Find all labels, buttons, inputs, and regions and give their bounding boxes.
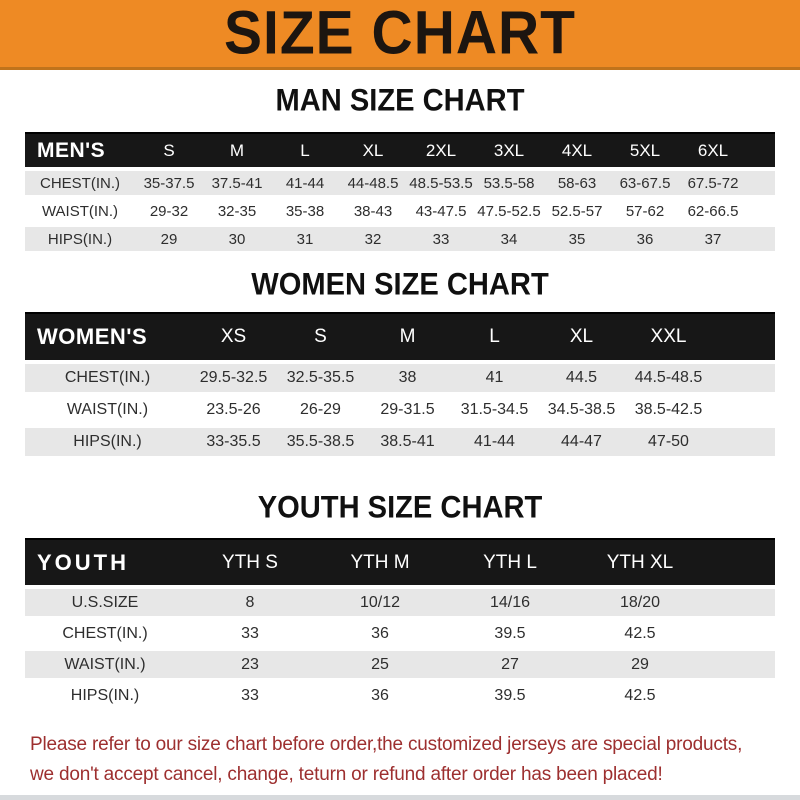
column-header: XXL <box>650 326 687 347</box>
cell-value: 34.5-38.5 <box>547 401 616 418</box>
cell-value: 63-67.5 <box>619 174 671 192</box>
cell-value: 39.5 <box>494 624 526 642</box>
cell-value: 29-32 <box>149 202 189 220</box>
row-label: CHEST(IN.) <box>64 369 151 386</box>
cell-value: 30 <box>228 230 246 248</box>
column-header: YTH M <box>350 551 410 573</box>
cell-value: 36 <box>371 624 389 642</box>
cell-value: 52.5-57 <box>551 202 603 220</box>
table-row <box>25 171 775 195</box>
cell-value: 47.5-52.5 <box>477 202 541 220</box>
cell-value: 18/20 <box>619 593 661 611</box>
men-size-table <box>25 134 775 251</box>
row-label: WAIST(IN.) <box>66 401 149 418</box>
page-title: SIZE CHART <box>224 0 576 68</box>
size-chart-banner <box>0 0 800 70</box>
cell-value: 33 <box>241 686 259 704</box>
table-row <box>25 620 775 647</box>
cell-value: 44.5-48.5 <box>634 369 703 386</box>
cell-value: 29 <box>160 230 178 248</box>
table-row <box>25 364 775 392</box>
cell-value: 38 <box>398 369 417 386</box>
cell-value: 34 <box>500 230 518 248</box>
men-section-heading: MAN SIZE CHART <box>275 83 525 118</box>
cell-value: 23.5-26 <box>206 401 261 418</box>
disclaimer-line-2: we don't accept cancel, change, teturn or refund after order has been placed! <box>30 764 663 785</box>
cell-value: 14/16 <box>489 593 531 611</box>
cell-value: 58-63 <box>557 174 597 192</box>
row-label: CHEST(IN.) <box>40 174 120 192</box>
cell-value: 32 <box>364 230 382 248</box>
cell-value: 41 <box>485 369 504 386</box>
cell-value: 33 <box>241 624 259 642</box>
row-label: HIPS(IN.) <box>73 433 142 450</box>
column-header: YTH L <box>483 551 537 573</box>
women-size-table <box>25 314 775 456</box>
cell-value: 57-62 <box>625 202 665 220</box>
column-header: M <box>399 326 416 347</box>
cell-value: 62-66.5 <box>687 202 739 220</box>
column-header: M <box>229 140 245 160</box>
cell-value: 48.5-53.5 <box>409 174 473 192</box>
cell-value: 44-48.5 <box>347 174 399 192</box>
row-label: HIPS(IN.) <box>70 686 140 704</box>
cell-value: 67.5-72 <box>687 174 739 192</box>
youth-section-heading: YOUTH SIZE CHART <box>257 490 543 525</box>
cell-value: 33-35.5 <box>206 433 261 450</box>
column-header: 2XL <box>425 140 457 160</box>
disclaimer-line-1: Please refer to our size chart before order,the customized jerseys are special products, <box>30 734 743 755</box>
cell-value: 31.5-34.5 <box>460 401 529 418</box>
row-label: CHEST(IN.) <box>62 624 148 642</box>
row-label: U.S.SIZE <box>71 593 139 611</box>
column-header: S <box>163 140 175 160</box>
cell-value: 37 <box>704 230 722 248</box>
cell-value: 43-47.5 <box>415 202 467 220</box>
cell-value: 35.5-38.5 <box>286 433 355 450</box>
cell-value: 27 <box>501 655 519 673</box>
cell-value: 53.5-58 <box>483 174 535 192</box>
cell-value: 8 <box>245 593 255 611</box>
cell-value: 39.5 <box>494 686 526 704</box>
column-header: S <box>314 326 327 347</box>
cell-value: 41-44 <box>474 433 515 450</box>
cell-value: 33 <box>432 230 450 248</box>
women-table-header-row <box>25 314 775 360</box>
row-label: HIPS(IN.) <box>47 230 113 248</box>
cell-value: 38-43 <box>353 202 393 220</box>
cell-value: 32.5-35.5 <box>286 369 355 386</box>
disclaimer-note <box>30 730 780 790</box>
cell-value: 38.5-41 <box>380 433 435 450</box>
cell-value: 36 <box>371 686 389 704</box>
column-header: 5XL <box>629 140 661 160</box>
column-header: YTH S <box>222 551 278 573</box>
cell-value: 32-35 <box>217 202 257 220</box>
column-header: L <box>489 326 500 347</box>
cell-value: 29.5-32.5 <box>199 369 268 386</box>
cell-value: 42.5 <box>624 686 656 704</box>
cell-value: 29-31.5 <box>380 401 435 418</box>
cell-value: 37.5-41 <box>211 174 263 192</box>
cell-value: 44-47 <box>561 433 602 450</box>
table-header-label: WOMEN'S <box>37 324 148 349</box>
bottom-edge-strip <box>0 795 800 800</box>
cell-value: 10/12 <box>359 593 401 611</box>
cell-value: 31 <box>296 230 314 248</box>
row-label: WAIST(IN.) <box>64 655 146 673</box>
youth-table-header-row <box>25 540 775 585</box>
cell-value: 41-44 <box>285 174 325 192</box>
table-row <box>25 682 775 709</box>
cell-value: 44.5 <box>565 369 598 386</box>
cell-value: 38.5-42.5 <box>634 401 703 418</box>
table-row <box>25 227 775 251</box>
column-header: 4XL <box>561 140 593 160</box>
row-label: WAIST(IN.) <box>41 202 119 220</box>
column-header: XL <box>362 140 384 160</box>
table-row <box>25 651 775 678</box>
table-header-label: MEN'S <box>37 138 106 162</box>
youth-size-table <box>25 540 775 709</box>
cell-value: 42.5 <box>624 624 656 642</box>
men-table-header-row <box>25 134 775 167</box>
cell-value: 23 <box>241 655 259 673</box>
column-header: XS <box>220 326 247 347</box>
cell-value: 26-29 <box>300 401 341 418</box>
cell-value: 35-38 <box>285 202 325 220</box>
table-row <box>25 199 775 223</box>
column-header: YTH XL <box>606 551 674 573</box>
cell-value: 29 <box>631 655 649 673</box>
cell-value: 35 <box>568 230 586 248</box>
table-row <box>25 396 775 424</box>
column-header: 6XL <box>697 140 729 160</box>
women-section-heading: WOMEN SIZE CHART <box>251 267 549 302</box>
cell-value: 36 <box>636 230 654 248</box>
cell-value: 47-50 <box>648 433 689 450</box>
cell-value: 25 <box>371 655 389 673</box>
column-header: L <box>300 140 310 160</box>
table-header-label: YOUTH <box>37 549 129 575</box>
column-header: 3XL <box>493 140 525 160</box>
table-row <box>25 589 775 616</box>
cell-value: 35-37.5 <box>143 174 195 192</box>
column-header: XL <box>569 326 594 347</box>
table-row <box>25 428 775 456</box>
